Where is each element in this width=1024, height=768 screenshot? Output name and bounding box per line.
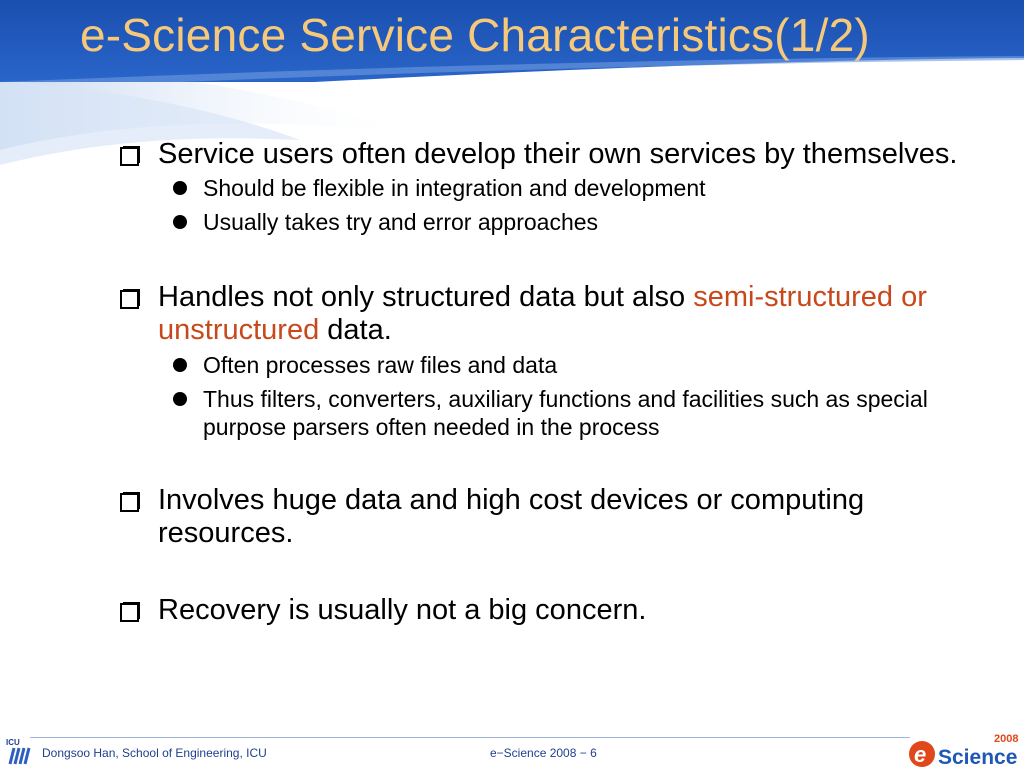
sub-bullet-2-1-text: Often processes raw files and data xyxy=(203,352,558,378)
sub-bullet-2-1 xyxy=(118,351,998,379)
footer-divider xyxy=(30,737,910,738)
svg-text:Science: Science xyxy=(938,746,1018,768)
svg-text:ICU: ICU xyxy=(6,738,20,747)
sub-bullet-1-2-text: Usually takes try and error approaches xyxy=(203,209,599,235)
bullet-1-text: Service users often develop their own services by themselves. xyxy=(158,138,958,170)
filled-circle-icon xyxy=(173,358,187,372)
escience-logo-icon xyxy=(904,730,1022,768)
icu-logo-icon xyxy=(4,736,36,766)
bullet-2-text-after: data. xyxy=(319,314,392,346)
svg-text:2008: 2008 xyxy=(994,733,1019,745)
sub-bullet-1-1-text: Should be flexible in integration and development xyxy=(203,175,706,201)
sub-bullet-2-2-text: Thus filters, converters, auxiliary functions and facilities such as special purpose parsers often needed in the process xyxy=(203,386,928,440)
slide-content xyxy=(118,138,998,627)
bullet-3-text: Involves huge data and high cost devices or computing resources. xyxy=(158,484,865,549)
filled-circle-icon xyxy=(173,215,187,229)
svg-text:e: e xyxy=(914,742,927,767)
bullet-4 xyxy=(118,594,998,627)
filled-circle-icon xyxy=(173,181,187,195)
bullet-2-highlight: semi-structured or unstructured xyxy=(158,281,927,346)
bullet-4-text: Recovery is usually not a big concern. xyxy=(158,594,647,626)
sub-bullet-1-2 xyxy=(118,208,998,236)
square-checkbox-icon xyxy=(120,288,142,310)
bullet-1 xyxy=(118,138,998,171)
sub-bullet-1-1 xyxy=(118,174,998,202)
slide-title: e-Science Service Characteristics(1/2) xyxy=(80,9,870,61)
bullet-2-text-before: Handles not only structured data but also xyxy=(158,281,694,313)
square-checkbox-icon xyxy=(120,491,142,513)
footer-page-info: e−Science 2008 − 6 xyxy=(490,746,597,760)
square-checkbox-icon xyxy=(120,145,142,167)
sub-bullet-2-2 xyxy=(118,385,998,441)
filled-circle-icon xyxy=(173,392,187,406)
bullet-3 xyxy=(118,484,998,550)
footer-author: Dongsoo Han, School of Engineering, ICU xyxy=(42,746,267,760)
bullet-2 xyxy=(118,281,998,347)
square-checkbox-icon xyxy=(120,601,142,623)
